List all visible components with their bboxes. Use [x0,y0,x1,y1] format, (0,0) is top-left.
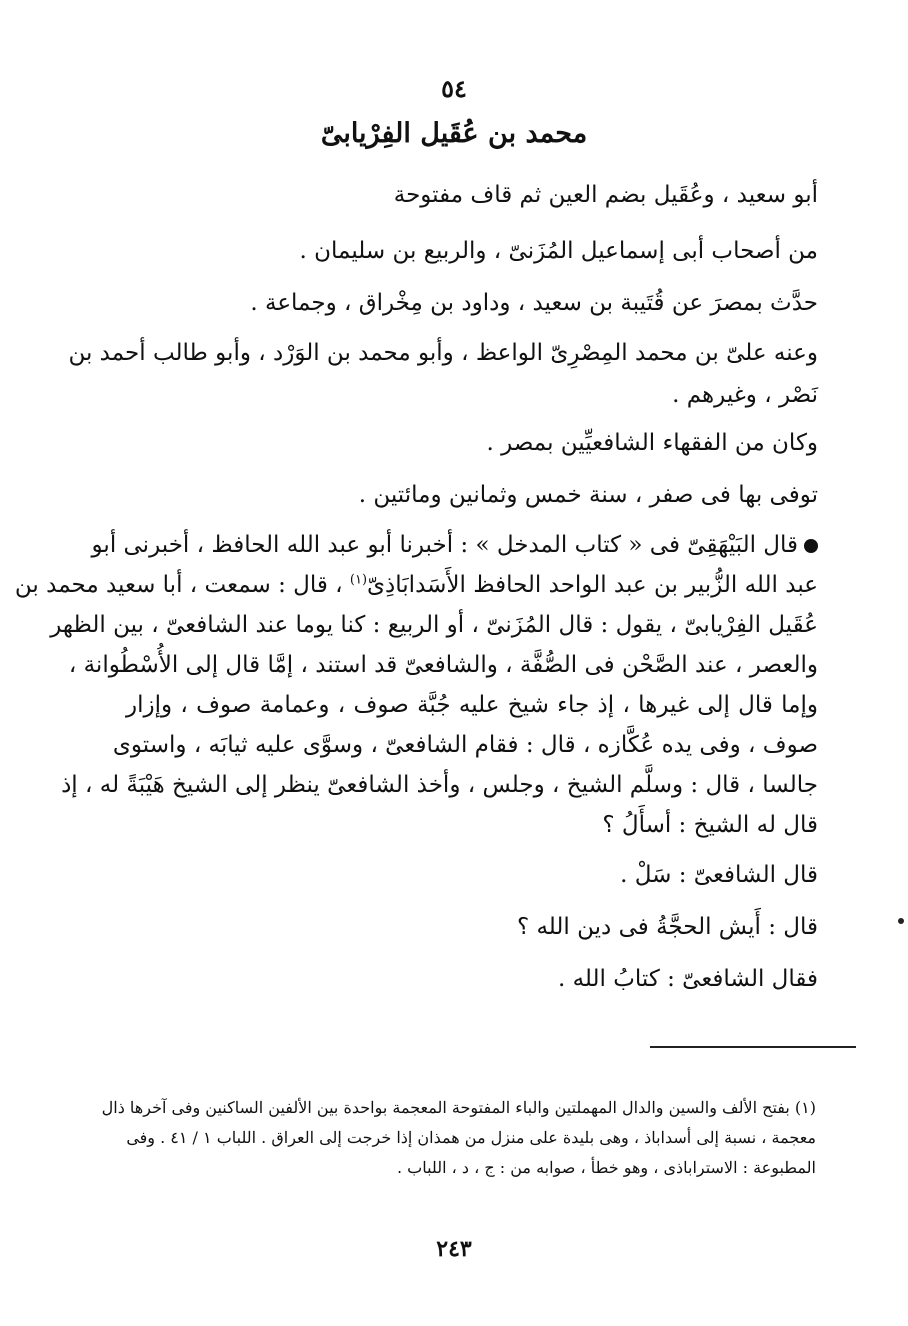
entry-title: محمد بن عُقَيل الفِرْيابىّ [320,118,588,149]
text-line: وعنه علىّ بن محمد المِصْرِىّ الواعظ ، وأبو محمد بن الوَرْد ، وأبو طالب أحمد بن [68,340,818,366]
margin-mark [898,918,904,924]
text-line: حدَّث بمصرَ عن قُتَيبة بن سعيد ، وداود بن مِخْراق ، وجماعة . [250,290,818,316]
footnote-divider [650,1046,856,1048]
quote-paragraph-line [91,532,818,558]
text-line: من أصحاب أبى إسماعيل المُزَنىّ ، والربيع بن سليمان . [299,238,818,264]
footnote-line: معجمة ، نسبة إلى أسداباذ ، وهى بليدة على منزل من همذان إذا خرجت إلى العراق . اللباب ١ / ٤١ . وفى [126,1128,816,1147]
text-line: توفى بها فى صفر ، سنة خمس وثمانين ومائتين . [358,482,818,508]
quote-paragraph-line [14,572,818,598]
text-line: وكان من الفقهاء الشافعيِّين بمصر . [486,430,818,456]
quote-text: عبد الله الزُّبير بن عبد الواحد الحافظ الأَسَدابَاذِىّ [367,572,818,598]
quote-paragraph-line: والعصر ، عند الصَّحْن فى الصُّفَّة ، والشافعىّ قد استند ، إمَّا قال إلى الأُسْطُوانة ، [68,652,818,678]
text-line: نَصْر ، وغيرهم . [672,382,818,408]
quote-paragraph-line: جالسا ، قال : وسلَّم الشيخ ، وجلس ، وأخذ الشافعىّ ينظر إلى الشيخ هَيْبَةً له ، إذ [61,772,818,798]
quote-text: قال البَيْهَقِىّ فى « كتاب المدخل » : أخبرنا أبو عبد الله الحافظ ، أخبرنى أبو [91,532,798,558]
text-line: أبو سعيد ، وعُقَيل بضم العين ثم قاف مفتوحة [393,182,818,208]
quote-paragraph-line: صوف ، وفى يده عُكَّازه ، قال : فقام الشافعىّ ، وسوَّى عليه ثيابَه ، واستوى [112,732,818,758]
quote-paragraph-line: قال له الشيخ : أسأَلُ ؟ [602,812,818,838]
footnote-marker: (١) [349,572,368,588]
text-line: قال : أَيش الحجَّةُ فى دين الله ؟ [516,914,818,940]
text-line: فقال الشافعىّ : كتابُ الله . [557,966,818,992]
quote-text: ، قال : سمعت ، أبا سعيد محمد بن [14,572,350,598]
text-line: قال الشافعىّ : سَلْ . [620,862,818,888]
footnote-line: (١) بفتح الألف والسين والدال المهملتين والباء المفتوحة المعجمة بواحدة بين الألفين الساكنين وفى آخرها ذال [101,1098,816,1117]
bullet-icon [804,539,818,553]
quote-paragraph-line: عُقَيل الفِرْيابىّ ، يقول : قال المُزَنىّ ، أو الربيع : كنا يوما عند الشافعىّ ، بين الظهر [50,612,818,638]
page-number: ٢٤٣ [436,1236,472,1262]
footnote-line: المطبوعة : الاستراباذى ، وهو خطأ ، صوابه من : ج ، د ، اللباب . [396,1158,816,1177]
quote-paragraph-line: وإما قال إلى غيرها ، إذ جاء شيخ عليه جُبَّة صوف ، وعمامة صوف ، وإزار [126,692,819,718]
entry-number: ٥٤ [441,74,467,103]
